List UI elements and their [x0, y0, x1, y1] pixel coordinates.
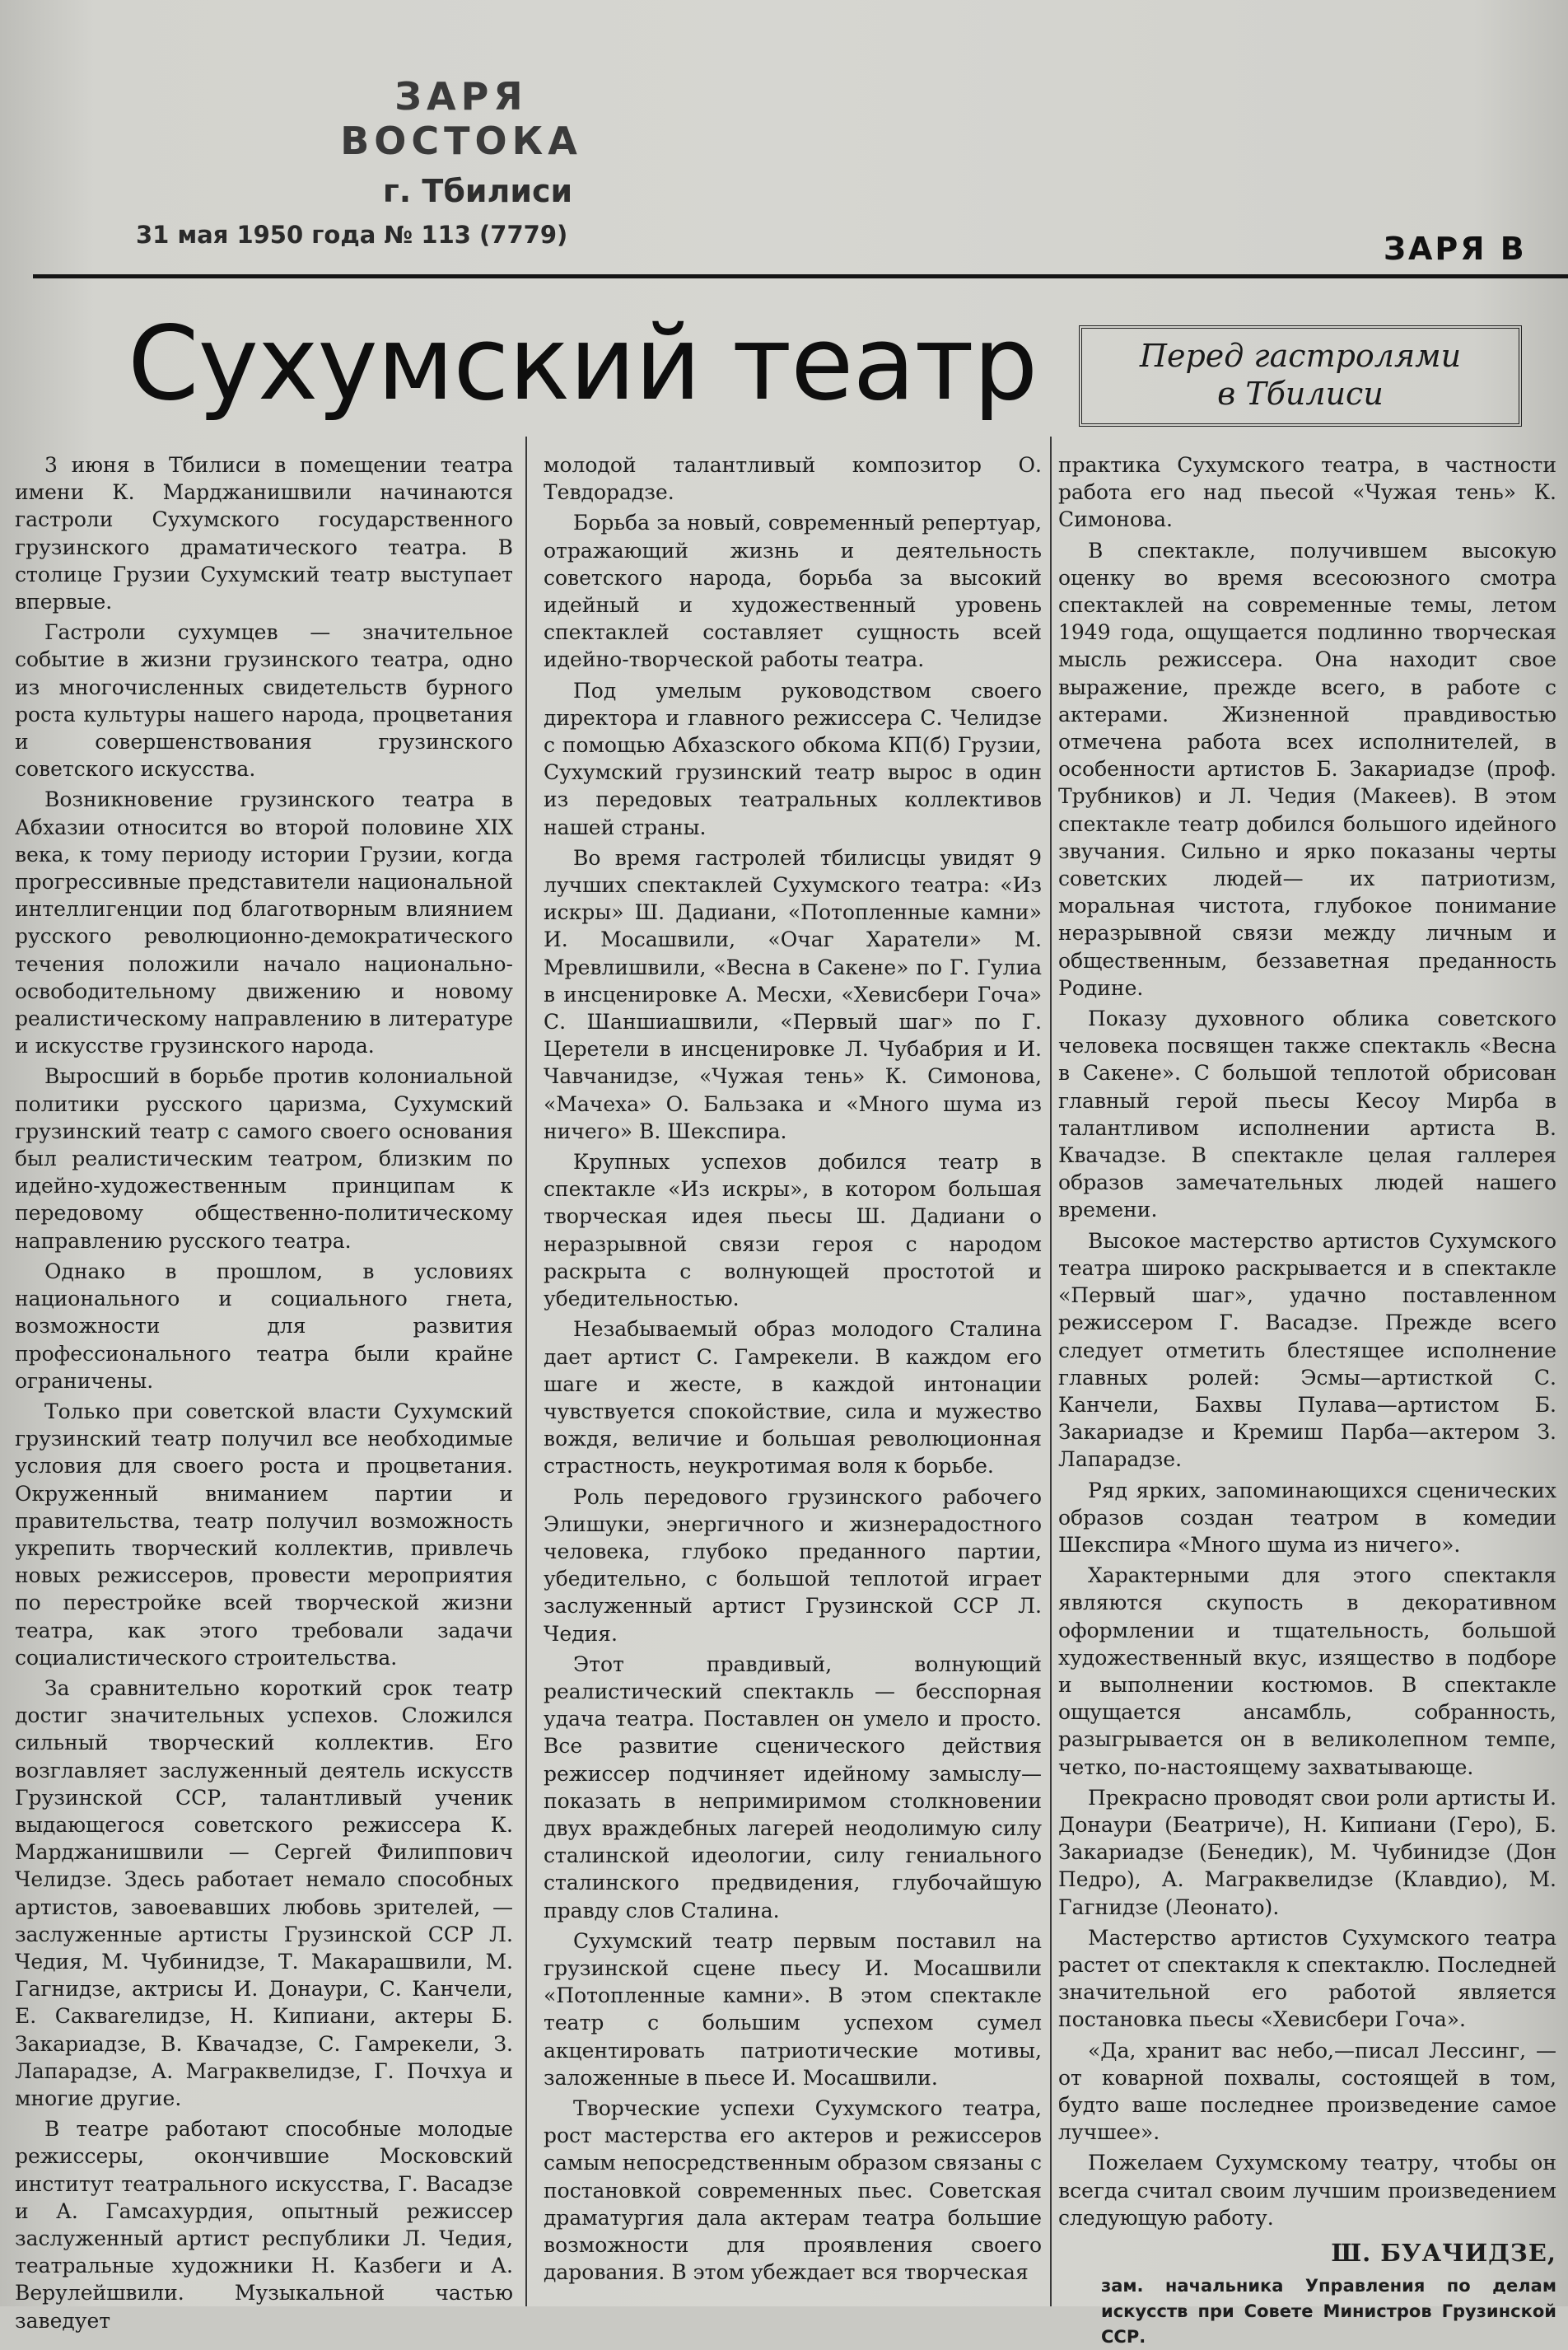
- column-divider: [525, 437, 527, 2306]
- article-column-1: [15, 451, 513, 2338]
- column-divider: [1050, 437, 1052, 2306]
- paragraph: Творческие успехи Сухумского театра, рост мастерства его актеров и режиссеров самым непосредственным образом связаны с постановкой современных пьес. Советская драматургия дала актерам театра большие возможности для проявления своего дарования. В этом убеждает вся творческая: [544, 2095, 1042, 2285]
- paragraph: Показу духовного облика советского человека посвящен также спектакль «Весна в Сакене». С большой теплотой обрисован главный герой пьесы Кесоу Мирба в талантливом исполнении артиста В. Квачадзе. В спектакле целая галлерея образов замечательных людей нашего времени.: [1058, 1007, 1556, 1222]
- paragraph: «Да, хранит вас небо,—писал Лессинг, —от коварной похвалы, состоящей в том, будто ваше последнее произведение самое лучшее».: [1058, 2038, 1556, 2145]
- paragraph: Незабываемый образ молодого Сталина дает артист С. Гамрекели. В каждом его шаге и жесте, в каждой интонации чувствуется спокойствие, сила и мужество вождя, величие и большая революционная страстность, неукротимая воля к борьбе.: [544, 1317, 1042, 1479]
- article-column-2: [544, 451, 1042, 2289]
- paragraph: В спектакле, получившем высокую оценку во время всесоюзного смотра спектаклей на современные темы, летом 1949 года, ощущается подлинно творческая мысль режиссера. Она находит свое выражение, прежде всего, в работе с актерами. Жизненной правдивостью отмечена работа всех исполнителей, в особенности артистов Б. Закариадзе (проф. Трубников) и Л. Чедия (Макеев). В этом спектакле театр добился большого идейного звучания. Сильно и ярко показаны черты советских людей— их патриотизм, моральная чистота, глубокое понимание неразрывной связи между личным и общественным, беззаветная преданность Родине.: [1058, 538, 1556, 1000]
- paragraph: Только при советской власти Сухумский грузинский театр получил все необходимые условия для своего роста и процветания. Окруженный вниманием партии и правительства, театр получил возможность укрепить творческий коллектив, привлечь новых режиссеров, провести мероприятия по перестройке всей творческой жизни театра, как этого требовали задачи социалистического строительства.: [15, 1399, 513, 1670]
- paragraph: Сухумский театр первым поставил на грузинской сцене пьесу И. Мосашвили «Потопленные камни». В этом спектакле театр с большим успехом сумел акцентировать патриотические мотивы, заложенные в пьесе И. Мосашвили.: [544, 1928, 1042, 2090]
- paragraph: Характерными для этого спектакля являются скупость в декоративном оформлении и тщательность, большой художественный вкус, изящество в подборе и выполнении костюмов. В спектакле ощущается ансамбль, собранность, разыгрывается он в великолепном темпе, четко, по-настоящему захватывающе.: [1058, 1563, 1556, 1779]
- stamp-newspaper-name: ЗАРЯ ВОСТОКА: [340, 74, 582, 163]
- archive-stamp: [305, 74, 618, 209]
- paragraph: Крупных успехов добился театр в спектакле «Из искры», в котором большая творческая идея пьесы Ш. Дадиани о неразрывной связи героя с народом раскрыта с волнующей простотой и убедительностью.: [544, 1150, 1042, 1311]
- author-title: зам. начальника Управления по делам искусств при Совете Министров Грузинской ССР.: [1101, 2276, 1556, 2348]
- paragraph: Роль передового грузинского рабочего Элишуки, энергичного и жизнерадостного человека, глубоко преданного партии, убедительно, с большой теплотой играет заслуженный артист Грузинской ССР Л. Чедия.: [544, 1484, 1042, 1646]
- article-headline: Сухумский театр: [128, 305, 1038, 423]
- masthead-fragment: ЗАРЯ В: [1384, 231, 1527, 267]
- paragraph: практика Сухумского театра, в частности работа его над пьесой «Чужая тень» К. Симонова.: [1058, 453, 1556, 532]
- rubric-box: [1079, 325, 1522, 427]
- paragraph: Под умелым руководством своего директора и главного режиссера С. Челидзе с помощью Абхазского обкома КП(б) Грузии, Сухумский грузинский театр вырос в один из передовых театральных коллективов нашей страны.: [544, 678, 1042, 839]
- rubric-line-2: в Тбилиси: [1217, 376, 1384, 412]
- paragraph: Этот правдивый, волнующий реалистический спектакль — бесспорная удача театра. Поставлен он умело и просто. Все развитие сценического действия режиссер подчиняет идейному замыслу—показать в непримиримом столкновении двух враждебных лагерей неодолимую силу сталинской идеологии, силу гениального сталинского предвидения, глубочайшую правду слов Сталина.: [544, 1652, 1042, 1923]
- paragraph: Выросший в борьбе против колониальной политики русского царизма, Сухумский грузинский театр с самого своего основания был реалистическим театром, близким по идейно-художественным принципам к передовому общественно-политическому направлению русского театра.: [15, 1064, 513, 1253]
- paragraph: Гастроли сухумцев — значительное событие в жизни грузинского театра, одно из многочисленных свидетельств бурного роста культуры нашего народа, процветания и совершенствования грузинского советского искусства.: [15, 620, 513, 782]
- paragraph: Высокое мастерство артистов Сухумского театра широко раскрывается и в спектакле «Первый шаг», удачно поставленном режиссером Г. Васадзе. Прежде всего следует отметить блестящее исполнение главных ролей: Эсмы—артисткой С. Канчели, Бахвы Пулава—артистом Б. Закариадзе и Кремиш Парба—актером З. Лапарадзе.: [1058, 1228, 1556, 1472]
- paragraph: 3 июня в Тбилиси в помещении театра имени К. Марджанишвили начинаются гастроли Сухумского государственного грузинского драматического театра. В столице Грузии Сухумский театр выступает впервые.: [15, 453, 513, 614]
- paragraph: Однако в прошлом, в условиях национального и социального гнета, возможности для развития профессионального театра были крайне ограничены.: [15, 1259, 513, 1393]
- masthead-rule: [33, 274, 1568, 278]
- author-signature: Ш. БУАЧИДЗЕ,: [1331, 2239, 1556, 2267]
- paragraph: Борьба за новый, современный репертуар, отражающий жизнь и деятельность советского народа, борьба за высокий идейный и художественный уровень спектаклей составляет сущность всей идейно-творческой работы театра.: [544, 511, 1042, 672]
- paragraph: Во время гастролей тбилисцы увидят 9 лучших спектаклей Сухумского театра: «Из искры» Ш. Дадиани, «Потопленные камни» И. Мосашвили, «Очаг Харатели» М. Мревлишвили, «Весна в Сакене» по Г. Гулиа в инсценировке А. Месхи, «Хевисбери Гоча» С. Шаншиашвили, «Первый шаг» по Г. Церетели в инсценировке Л. Чубабрия и И. Чавчанидзе, «Чужая тень» К. Симонова, «Мачеха» О. Бальзака и «Много шума из ничего» В. Шекспира.: [544, 845, 1042, 1143]
- paragraph: молодой талантливый композитор О. Тевдорадзе.: [544, 453, 1042, 505]
- paragraph: В театре работают способные молодые режиссеры, окончившие Московский институт театрального искусства, Г. Васадзе и А. Гамсахурдия, опытный режиссер заслуженный артист республики Л. Чедия, театральные художники Н. Казбеги и А. Верулейшвили. Музыкальной частью заведует: [15, 2117, 513, 2333]
- rubric-line-1: Перед гастролями: [1139, 338, 1462, 374]
- issue-dateline: 31 мая 1950 года № 113 (7779): [136, 221, 568, 249]
- paragraph: Пожелаем Сухумскому театру, чтобы он всегда считал своим лучшим произведением следующую работу.: [1058, 2151, 1556, 2230]
- paragraph: Мастерство артистов Сухумского театра растет от спектакля к спектаклю. Последней значительной его работой является постановка пьесы «Хевисбери Гоча».: [1058, 1925, 1556, 2032]
- paragraph: Возникновение грузинского театра в Абхазии относится во второй половине XIX века, к тому периоду истории Грузии, когда прогрессивные представители национальной интеллигенции под благотворным влиянием русского революционно-демократического течения положили начало национально-освободительному движению и новому реалистическому направлению в литературе и искусстве грузинского народа.: [15, 787, 513, 1058]
- stamp-city: г. Тбилиси: [382, 173, 573, 209]
- paragraph: За сравнительно короткий срок театр достиг значительных успехов. Сложился сильный творческий коллектив. Его возглавляет заслуженный деятель искусств Грузинской ССР, талантливый ученик выдающегося советского режиссера К. Марджанишвили — Сергей Филиппович Челидзе. Здесь работает немало способных артистов, завоевавших любовь зрителей, — заслуженные артисты Грузинской ССР Л. Чедия, М. Чубинидзе, Т. Макарашвили, М. Гагнидзе, актрисы И. Донаури, С. Канчели, Е. Саквarелидзе, Н. Кипиани, актеры Б. Закариадзе, В. Квачадзе, С. Гамрекели, З. Лапарадзе, А. Маграквелидзе, Г. Почхуа и многие другие.: [15, 1675, 513, 2110]
- paragraph: Ряд ярких, запоминающихся сценических образов создан театром в комедии Шекспира «Много шума из ничего».: [1058, 1478, 1556, 1557]
- paragraph: Прекрасно проводят свои роли артисты И. Донаури (Беатриче), Н. Кипиани (Геро), Б. Закариадзе (Бенедик), М. Чубинидзе (Дон Педро), А. Маграквелидзе (Клавдио), М. Гагнидзе (Леонато).: [1058, 1785, 1556, 1919]
- article-column-3: [1058, 451, 1556, 2350]
